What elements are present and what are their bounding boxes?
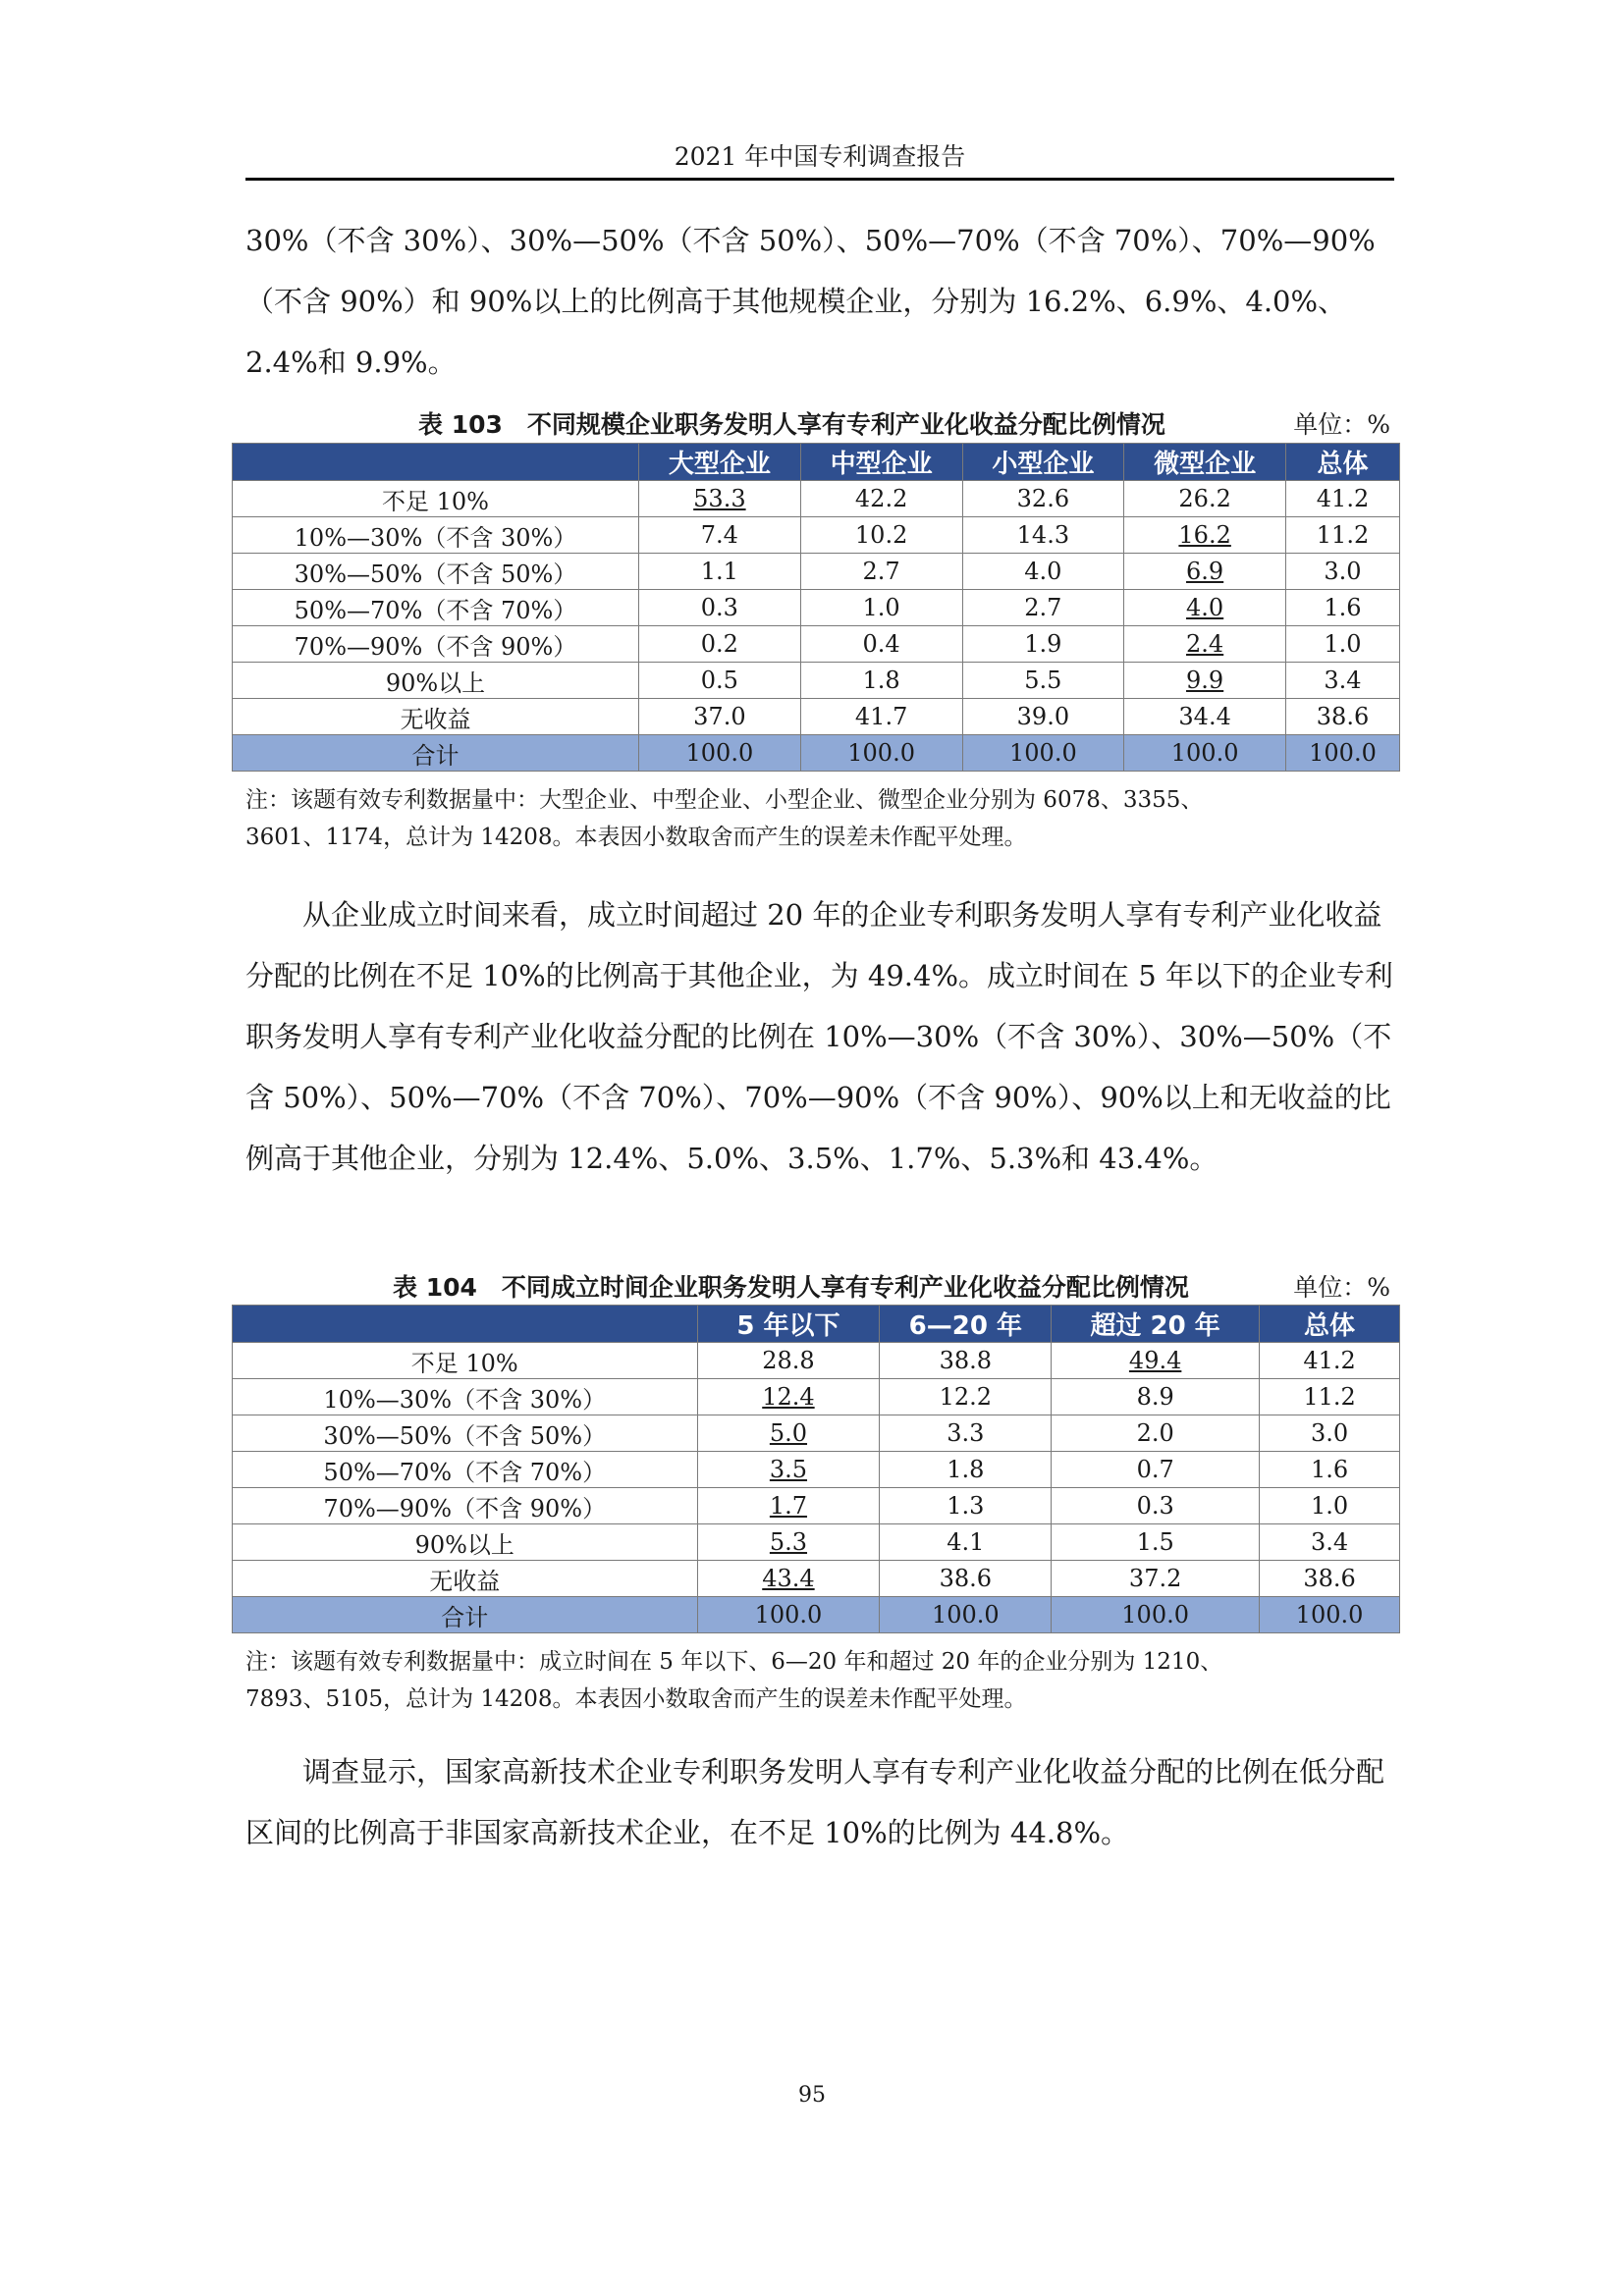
table-cell [1124,663,1286,699]
table-cell [1286,699,1400,735]
table-row [233,554,1400,590]
table-cell [697,1488,880,1524]
table-column-header: 总体 [1286,444,1400,481]
table-103 [232,443,1400,772]
cell-value: 39.0 [1016,703,1070,730]
table-column-header: 6—20 年 [880,1306,1052,1343]
cell-value: 49.4 [1128,1347,1182,1374]
table-cell [1286,554,1400,590]
table-cell [1124,517,1286,554]
cell-value: 5.3 [769,1528,808,1556]
table-cell [962,481,1124,517]
table-header-corner [233,1306,698,1343]
table-104-title: 表 104 不同成立时间企业职务发明人享有专利产业化收益分配比例情况 [393,1273,1189,1302]
row-label: 无收益 [233,699,639,735]
table-cell [1124,481,1286,517]
cell-value: 4.1 [947,1528,985,1556]
cell-value: 38.6 [939,1565,993,1592]
table-cell [697,1379,880,1415]
cell-value: 0.4 [862,630,900,658]
cell-value: 1.6 [1324,594,1362,621]
row-label: 70%—90%（不含 90%） [233,626,639,663]
table-cell [880,1415,1052,1452]
table-cell [1286,590,1400,626]
table-cell [880,1488,1052,1524]
table-cell [697,1524,880,1561]
cell-value: 7.4 [700,521,738,549]
table-cell [880,1561,1052,1597]
cell-value: 38.6 [1303,1565,1356,1592]
cell-value: 0.7 [1136,1456,1174,1483]
table-column-header: 总体 [1260,1306,1400,1343]
total-cell: 100.0 [1286,735,1400,772]
cell-value: 53.3 [693,485,746,512]
table-row [233,626,1400,663]
total-cell: 100.0 [639,735,801,772]
table-cell [1260,1452,1400,1488]
table-cell [962,626,1124,663]
row-label: 10%—30%（不含 30%） [233,1379,698,1415]
table-cell [1260,1488,1400,1524]
table-column-header: 中型企业 [800,444,962,481]
table-cell [697,1452,880,1488]
cell-value: 1.6 [1310,1456,1349,1483]
cell-value: 1.0 [1324,630,1362,658]
cell-value: 8.9 [1136,1383,1174,1411]
table-cell [800,663,962,699]
cell-value: 0.3 [700,594,738,621]
cell-value: 3.4 [1310,1528,1349,1556]
table-row [233,1561,1400,1597]
table-row [233,1379,1400,1415]
paragraph-1 [245,210,1394,393]
table-cell [639,699,801,735]
table-cell [639,517,801,554]
row-label: 50%—70%（不含 70%） [233,1452,698,1488]
table-row [233,590,1400,626]
table-cell [1260,1415,1400,1452]
cell-value: 38.8 [939,1347,993,1374]
table-cell [639,554,801,590]
cell-value: 3.0 [1310,1419,1349,1447]
paragraph-2 [245,884,1394,1189]
cell-value: 0.5 [700,667,738,694]
paragraph-2-text: 从企业成立时间来看，成立时间超过 20 年的企业专利职务发明人享有专利产业化收益分配的比例在不足 10%的比例高于其他企业，为 49.4%。成立时间在 5 年以下的企业专利职务发明人享有专利产业化收益分配的比例在 10%—30%（不含 30%）、30%—50%（不含 50%）、50%—70%（不含 70%）、70%—90%（不含 90%）、90%以上和无收益的比例高于其他企业，分别为 12.4%、5.0%、3.5%、1.7%、5.3%和 43.4%。 [245,898,1393,1175]
cell-value: 10.2 [854,521,908,549]
paragraph-3 [245,1741,1394,1863]
page-number: 95 [798,2083,826,2108]
table-column-header: 微型企业 [1124,444,1286,481]
cell-value: 3.4 [1324,667,1362,694]
table-cell [1260,1343,1400,1379]
table-cell [1124,590,1286,626]
table-104-unit: 单位：% [1293,1273,1390,1302]
row-label: 70%—90%（不含 90%） [233,1488,698,1524]
table-row [233,663,1400,699]
table-104-note-line-2: 7893、5105，总计为 14208。本表因小数取舍而产生的误差未作配平处理。 [245,1686,1027,1712]
cell-value: 43.4 [762,1565,815,1592]
table-104-note-line-1: 注：该题有效专利数据量中：成立时间在 5 年以下、6—20 年和超过 20 年的企业分别为 1210、 [245,1649,1223,1675]
cell-value: 5.5 [1024,667,1062,694]
cell-value: 11.2 [1303,1383,1356,1411]
total-cell: 100.0 [1124,735,1286,772]
table-cell [1260,1524,1400,1561]
total-cell: 100.0 [1260,1597,1400,1633]
table-cell [1286,517,1400,554]
table-cell [800,554,962,590]
total-cell: 100.0 [800,735,962,772]
table-cell [1052,1452,1260,1488]
table-cell [639,590,801,626]
table-103-note-line-1: 注：该题有效专利数据量中：大型企业、中型企业、小型企业、微型企业分别为 6078、3355、 [245,787,1204,813]
row-label: 无收益 [233,1561,698,1597]
table-cell [800,699,962,735]
table-cell [962,554,1124,590]
cell-value: 0.3 [1136,1492,1174,1520]
row-label: 不足 10% [233,1343,698,1379]
running-header: 2021 年中国专利调查报告 [674,142,966,171]
table-cell [639,626,801,663]
table-cell [1124,554,1286,590]
table-row [233,1488,1400,1524]
table-cell [962,517,1124,554]
table-104-caption [232,1264,1400,1304]
cell-value: 1.1 [700,558,738,585]
table-total-row [233,1597,1400,1633]
cell-value: 1.5 [1136,1528,1174,1556]
table-cell [697,1415,880,1452]
table-row [233,1415,1400,1452]
table-103-note-line-2: 3601、1174，总计为 14208。本表因小数取舍而产生的误差未作配平处理。 [245,825,1027,850]
cell-value: 3.3 [947,1419,985,1447]
cell-value: 34.4 [1178,703,1231,730]
header-rule [245,178,1394,181]
cell-value: 2.4 [1186,630,1224,658]
total-cell: 100.0 [880,1597,1052,1633]
total-cell: 100.0 [697,1597,880,1633]
table-cell [1286,481,1400,517]
cell-value: 32.6 [1016,485,1070,512]
cell-value: 4.0 [1186,594,1224,621]
table-header-row [233,444,1400,481]
cell-value: 38.6 [1316,703,1370,730]
cell-value: 2.0 [1136,1419,1174,1447]
cell-value: 37.0 [693,703,746,730]
cell-value: 3.5 [769,1456,808,1483]
paragraph-3-text: 调查显示，国家高新技术企业专利职务发明人享有专利产业化收益分配的比例在低分配区间的比例高于非国家高新技术企业，在不足 10%的比例为 44.8%。 [245,1755,1385,1849]
table-cell [800,590,962,626]
cell-value: 1.3 [947,1492,985,1520]
row-label: 90%以上 [233,663,639,699]
table-103-title: 表 103 不同规模企业职务发明人享有专利产业化收益分配比例情况 [418,410,1165,439]
total-label: 合计 [233,735,639,772]
cell-value: 28.8 [762,1347,815,1374]
cell-value: 2.7 [862,558,900,585]
cell-value: 1.0 [862,594,900,621]
table-row [233,699,1400,735]
table-cell [962,663,1124,699]
cell-value: 37.2 [1128,1565,1182,1592]
table-104 [232,1305,1400,1633]
row-label: 30%—50%（不含 50%） [233,1415,698,1452]
row-label: 10%—30%（不含 30%） [233,517,639,554]
table-cell [800,626,962,663]
table-row [233,1452,1400,1488]
table-104-note [245,1643,1394,1718]
table-cell [1124,699,1286,735]
table-cell [880,1343,1052,1379]
table-header-row [233,1306,1400,1343]
table-cell [1052,1524,1260,1561]
cell-value: 1.7 [769,1492,808,1520]
table-total-row [233,735,1400,772]
table-103-unit: 单位：% [1293,410,1390,439]
table-cell [639,481,801,517]
cell-value: 1.9 [1024,630,1062,658]
table-row [233,481,1400,517]
table-cell [1052,1488,1260,1524]
table-row [233,1343,1400,1379]
table-cell [1052,1561,1260,1597]
cell-value: 12.4 [762,1383,815,1411]
cell-value: 6.9 [1186,558,1224,585]
table-cell [800,517,962,554]
table-row [233,517,1400,554]
table-cell [1260,1561,1400,1597]
row-label: 30%—50%（不含 50%） [233,554,639,590]
table-103-note [245,781,1394,856]
cell-value: 4.0 [1024,558,1062,585]
cell-value: 14.3 [1016,521,1070,549]
cell-value: 41.2 [1303,1347,1356,1374]
table-cell [1286,626,1400,663]
cell-value: 5.0 [769,1419,808,1447]
row-label: 50%—70%（不含 70%） [233,590,639,626]
cell-value: 11.2 [1316,521,1370,549]
cell-value: 12.2 [939,1383,993,1411]
row-label: 90%以上 [233,1524,698,1561]
total-label: 合计 [233,1597,698,1633]
cell-value: 41.2 [1316,485,1370,512]
table-103-caption [232,401,1400,441]
table-cell [1052,1379,1260,1415]
table-column-header: 小型企业 [962,444,1124,481]
paragraph-1-text: 30%（不含 30%）、30%—50%（不含 50%）、50%—70%（不含 70%）、70%—90%（不含 90%）和 90%以上的比例高于其他规模企业，分别为 16.2%、6.9%、4.0%、2.4%和 9.9%。 [245,224,1376,379]
table-row [233,1524,1400,1561]
cell-value: 42.2 [854,485,908,512]
table-column-header: 5 年以下 [697,1306,880,1343]
cell-value: 1.8 [947,1456,985,1483]
table-cell [880,1524,1052,1561]
cell-value: 2.7 [1024,594,1062,621]
table-cell [962,590,1124,626]
cell-value: 1.0 [1310,1492,1349,1520]
table-column-header: 超过 20 年 [1052,1306,1260,1343]
cell-value: 41.7 [854,703,908,730]
table-cell [1052,1343,1260,1379]
table-column-header: 大型企业 [639,444,801,481]
table-cell [1052,1415,1260,1452]
cell-value: 0.2 [700,630,738,658]
table-cell [1286,663,1400,699]
table-cell [1260,1379,1400,1415]
table-cell [1124,626,1286,663]
total-cell: 100.0 [1052,1597,1260,1633]
cell-value: 3.0 [1324,558,1362,585]
table-cell [697,1343,880,1379]
cell-value: 1.8 [862,667,900,694]
table-cell [880,1452,1052,1488]
table-header-corner [233,444,639,481]
table-cell [639,663,801,699]
cell-value: 16.2 [1178,521,1231,549]
cell-value: 9.9 [1186,667,1224,694]
total-cell: 100.0 [962,735,1124,772]
table-cell [800,481,962,517]
row-label: 不足 10% [233,481,639,517]
table-cell [697,1561,880,1597]
table-cell [880,1379,1052,1415]
table-cell [962,699,1124,735]
cell-value: 26.2 [1178,485,1231,512]
